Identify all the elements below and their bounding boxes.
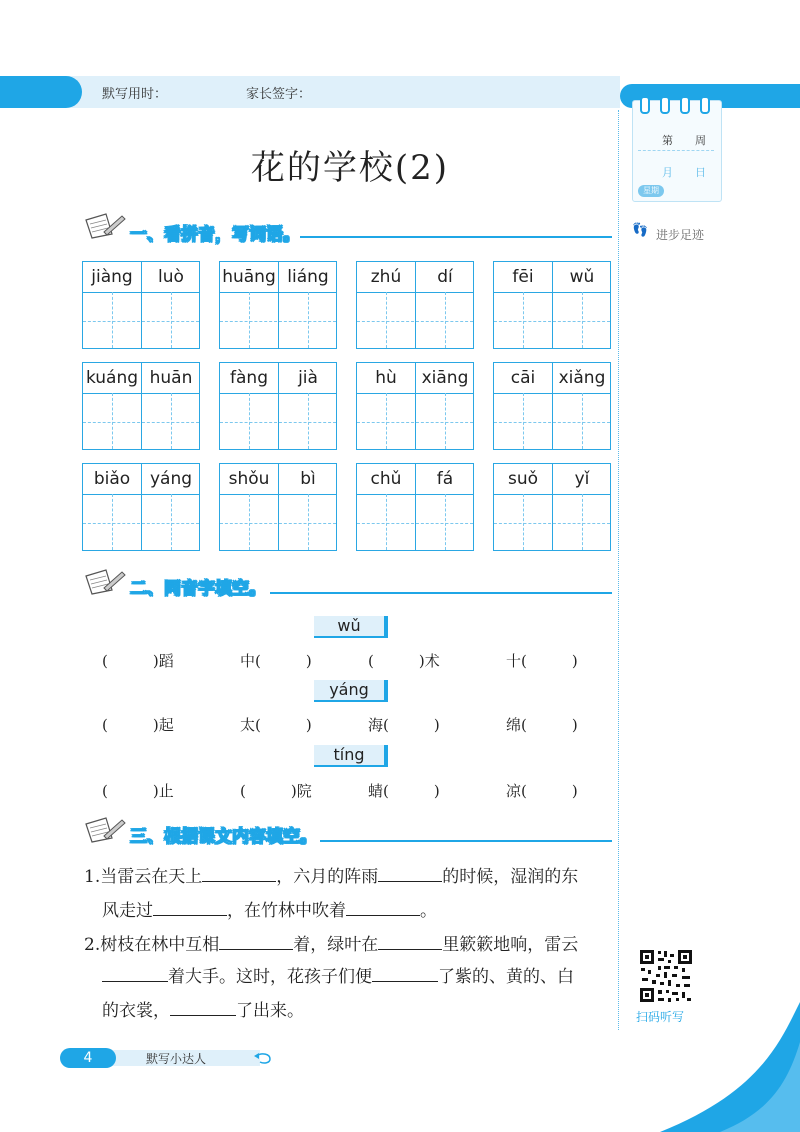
grid-line	[357, 523, 473, 524]
pinyin-label: kuáng	[85, 368, 139, 388]
pinyin-writing-grid[interactable]	[219, 261, 337, 349]
header-cap	[0, 76, 82, 108]
grid-line	[249, 292, 250, 348]
answer-blank[interactable]	[153, 899, 227, 916]
page-title: 花的学校(2)	[250, 148, 450, 188]
pinyin-writing-grid[interactable]	[219, 362, 337, 450]
grid-line	[386, 292, 387, 348]
book-name: 默写小达人	[146, 1052, 207, 1066]
pinyin-writing-grid[interactable]	[356, 261, 474, 349]
homophone-blank[interactable]: ( )止	[102, 782, 174, 800]
pinyin-writing-grid[interactable]	[82, 362, 200, 450]
pinyin-label: yáng	[149, 469, 193, 489]
pinyin-label: biǎo	[93, 469, 131, 489]
homophone-blank[interactable]: ( )院	[240, 782, 312, 800]
grid-line	[523, 393, 524, 449]
homophone-blank[interactable]: 中( )	[240, 652, 312, 670]
section-3-rule	[320, 840, 612, 842]
grid-line	[494, 523, 610, 524]
pinyin-label: luò	[158, 267, 184, 287]
answer-blank[interactable]	[102, 965, 168, 982]
pinyin-label: zhú	[370, 267, 402, 287]
grid-line	[171, 292, 172, 348]
grid-line	[83, 422, 199, 423]
page-number: 4	[60, 1048, 116, 1068]
homophone-blank[interactable]: 蜻( )	[368, 782, 440, 800]
question-text: 风走过	[102, 901, 153, 921]
pinyin-label: jiàng	[91, 267, 133, 287]
pinyin-label: wǔ	[569, 267, 595, 287]
pinyin-writing-grid[interactable]	[82, 463, 200, 551]
pinyin-label: bì	[300, 469, 316, 489]
progress-label: 进步足迹	[656, 228, 705, 242]
question-text: 2.树枝在林中互相	[84, 935, 220, 955]
section-2-rule	[270, 592, 612, 594]
homophone-blank[interactable]: ( )术	[368, 652, 440, 670]
question-text: 。	[420, 901, 437, 921]
answer-blank[interactable]	[378, 933, 442, 950]
section-1-title: 一、看拼音，写词语。	[130, 225, 300, 245]
footprints-icon: 👣	[632, 223, 649, 238]
pinyin-label: dí	[437, 267, 453, 287]
answer-blank[interactable]	[219, 933, 293, 950]
grid-line	[494, 321, 610, 322]
homophone-blank[interactable]: 绵( )	[506, 716, 578, 734]
pinyin-label: fàng	[230, 368, 268, 388]
calendar-ring-icon	[660, 96, 670, 114]
question-text: 着大手。这时，花孩子们便	[168, 967, 372, 987]
answer-blank[interactable]	[346, 899, 420, 916]
homophone-pinyin-tag: tíng	[314, 745, 388, 767]
question-text: 的衣裳，	[102, 1001, 170, 1021]
grid-line	[249, 494, 250, 550]
question-text: 着，绿叶在	[293, 935, 379, 955]
grid-line	[171, 393, 172, 449]
grid-line	[249, 393, 250, 449]
homophone-blank[interactable]: ( )蹈	[102, 652, 174, 670]
section-2-title: 二、同音字填空。	[130, 579, 266, 599]
calendar-week-label: 第 周	[662, 134, 706, 147]
pinyin-label: chǔ	[370, 469, 402, 489]
question-text: ，在竹林中吹着	[227, 901, 346, 921]
homophone-blank[interactable]: 十( )	[506, 652, 578, 670]
homophone-pinyin-tag: wǔ	[314, 616, 388, 638]
grid-line	[220, 422, 336, 423]
pinyin-label: fēi	[512, 267, 534, 287]
grid-line	[308, 292, 309, 348]
grid-line	[308, 494, 309, 550]
homophone-blank[interactable]: 海( )	[368, 716, 440, 734]
section-3-title: 三、根据课文内容填空。	[130, 827, 317, 847]
grid-line	[220, 523, 336, 524]
grid-line	[386, 494, 387, 550]
grid-line	[357, 321, 473, 322]
question-text: 了出来。	[236, 1001, 304, 1021]
pinyin-writing-grid[interactable]	[356, 362, 474, 450]
question-2-line-2	[102, 962, 574, 987]
grid-line	[112, 494, 113, 550]
pinyin-writing-grid[interactable]	[493, 261, 611, 349]
pinyin-writing-grid[interactable]	[219, 463, 337, 551]
calendar-ring-icon	[640, 96, 650, 114]
answer-blank[interactable]	[202, 865, 276, 882]
question-2-line-1	[84, 930, 578, 955]
pencil-paper-icon	[82, 210, 126, 240]
grid-line	[582, 494, 583, 550]
grid-line	[445, 393, 446, 449]
grid-line	[386, 393, 387, 449]
homophone-pinyin-tag: yáng	[314, 680, 388, 702]
answer-blank[interactable]	[378, 865, 442, 882]
pinyin-label: xiǎng	[558, 368, 606, 388]
question-text: 了紫的、黄的、白	[438, 967, 574, 987]
grid-line	[83, 523, 199, 524]
question-text: 1.当雷云在天上	[84, 867, 203, 887]
pencil-paper-icon	[82, 814, 126, 844]
pinyin-writing-grid[interactable]	[82, 261, 200, 349]
corner-wave-decoration	[660, 1002, 800, 1132]
pinyin-label: shǒu	[228, 469, 270, 489]
pinyin-label: liáng	[287, 267, 329, 287]
qr-label: 扫码听写	[636, 1010, 685, 1024]
return-arrow-icon	[252, 1050, 274, 1066]
grid-line	[494, 422, 610, 423]
grid-line	[582, 292, 583, 348]
pinyin-writing-grid[interactable]	[356, 463, 474, 551]
qr-code-icon[interactable]	[638, 948, 694, 1004]
question-1-line-1	[84, 862, 578, 887]
pinyin-label: suǒ	[507, 469, 539, 489]
homophone-blank[interactable]: ( )起	[102, 716, 174, 734]
grid-line	[357, 422, 473, 423]
grid-line	[523, 292, 524, 348]
question-2-line-3	[102, 996, 304, 1021]
pinyin-label: yǐ	[574, 469, 590, 489]
grid-line	[112, 292, 113, 348]
grid-line	[308, 393, 309, 449]
homophone-blank[interactable]: 太( )	[240, 716, 312, 734]
question-text: 里簌簌地响，雷云	[442, 935, 579, 955]
grid-line	[220, 321, 336, 322]
weekday-badge: 星期	[638, 185, 664, 197]
pinyin-label: jià	[298, 368, 318, 388]
grid-line	[112, 393, 113, 449]
pinyin-label: huāng	[222, 267, 276, 287]
pencil-paper-icon	[82, 566, 126, 596]
pinyin-label: fá	[436, 469, 454, 489]
pinyin-label: cāi	[510, 368, 536, 388]
dictation-time-label: 默写用时：	[102, 87, 168, 102]
question-text: ，六月的阵雨	[276, 867, 379, 887]
pinyin-label: hù	[375, 368, 397, 388]
grid-line	[83, 321, 199, 322]
calendar-date-label: 月 日	[662, 166, 706, 179]
grid-line	[523, 494, 524, 550]
pinyin-label: huān	[149, 368, 193, 388]
answer-blank[interactable]	[372, 965, 438, 982]
pinyin-writing-grid[interactable]	[493, 463, 611, 551]
calendar-ring-icon	[700, 96, 710, 114]
pinyin-label: xiāng	[421, 368, 469, 388]
grid-line	[171, 494, 172, 550]
right-margin-line	[618, 110, 619, 1030]
parent-signature-label: 家长签字：	[246, 87, 312, 102]
section-1-rule	[300, 236, 612, 238]
answer-blank[interactable]	[170, 999, 236, 1016]
grid-line	[582, 393, 583, 449]
question-text: 的时候，湿润的东	[442, 867, 579, 887]
grid-line	[445, 292, 446, 348]
question-1-line-2	[102, 896, 437, 921]
homophone-blank[interactable]: 凉( )	[506, 782, 578, 800]
grid-line	[445, 494, 446, 550]
pinyin-writing-grid[interactable]	[493, 362, 611, 450]
calendar-ring-icon	[680, 96, 690, 114]
